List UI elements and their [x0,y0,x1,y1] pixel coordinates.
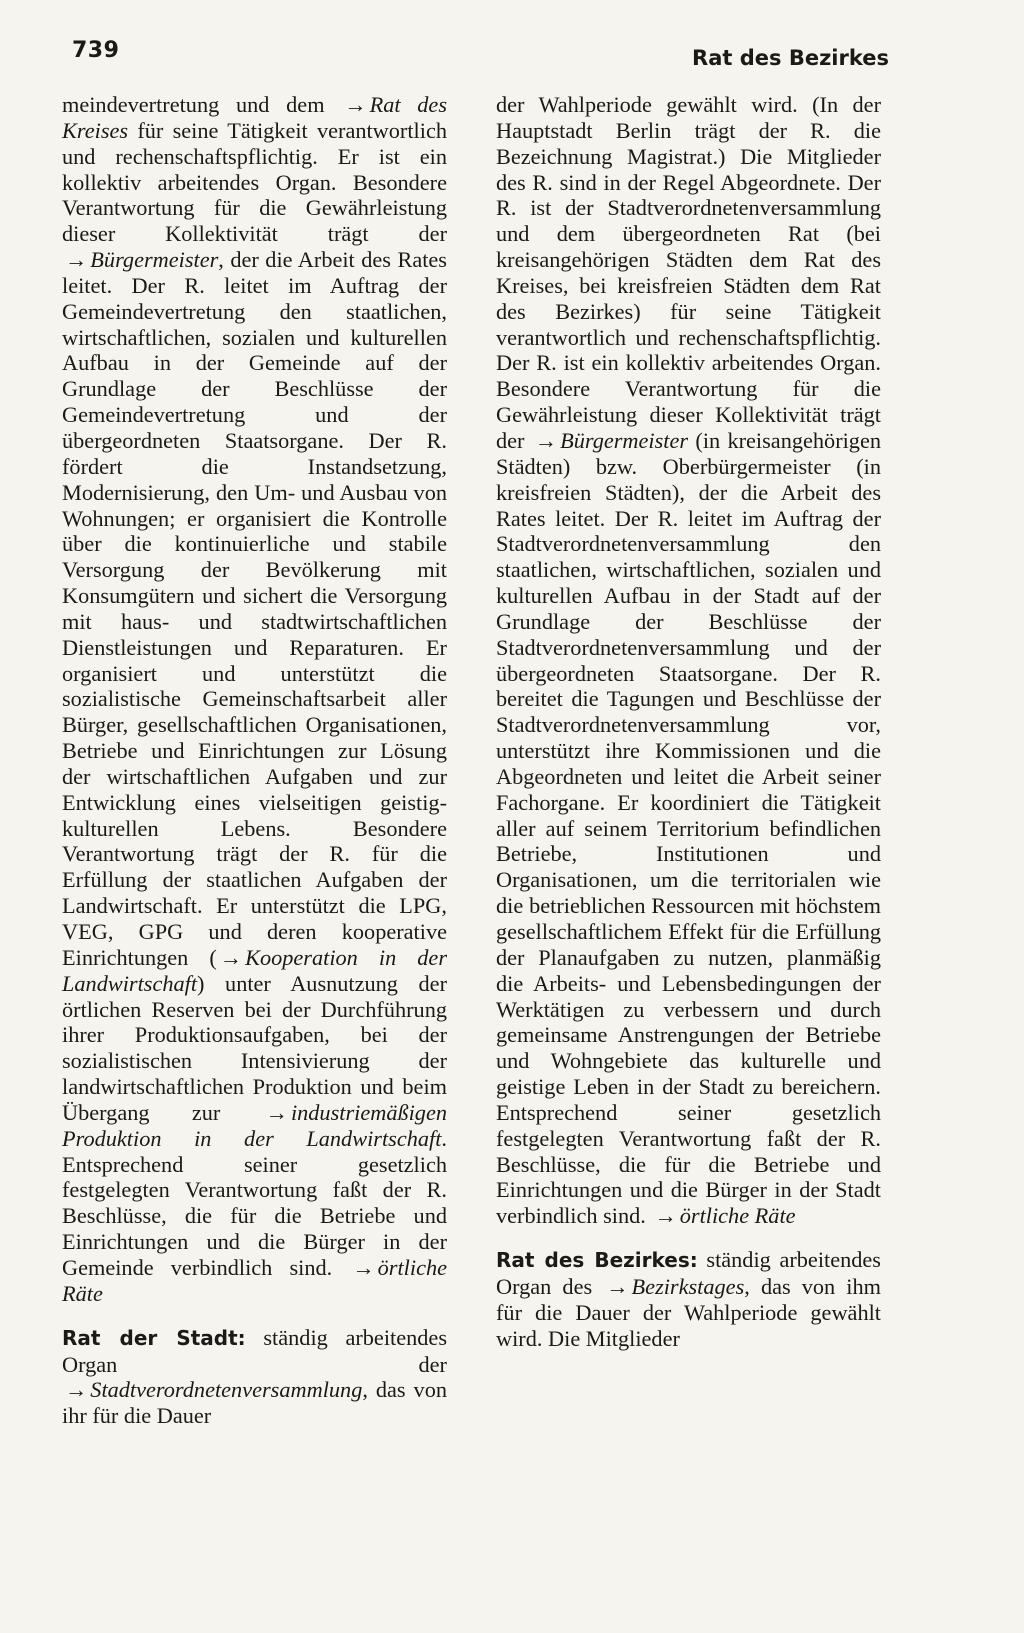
right-column [496,92,881,1352]
body-text: ständig arbeitendes Organ des [496,1247,881,1299]
cross-reference-arrow: → [65,1377,88,1403]
cross-reference-arrow: → [344,92,367,117]
entry-rat-des-bezirkes [496,1247,881,1351]
cross-reference-bezirkstag: Bezirkstages [631,1273,745,1299]
entry-continuation-rat-der-stadt [496,92,881,1229]
entry-rat-der-stadt [62,1325,447,1429]
cross-reference-arrow: → [265,1099,288,1125]
cross-reference-arrow: → [352,1254,375,1280]
cross-reference-arrow: → [534,427,558,453]
headword: Rat der Stadt: [62,1325,246,1350]
headword: Rat des Bezirkes: [496,1248,698,1273]
body-text: (in kreisangehörigen Städten) bzw. Oberbürgermeister (in kreisfreien Städten), der die Arbeit des Rates leitet. Der R. leitet im Auftrag der Stadtverordnetenversammlung den staatlichen, wirtschaftlichen, sozialen und kulturellen Aufbau in der Stadt auf der Grundlage der Beschlüsse der Stadtverordnetenversammlung und der übergeordneten Staatsorgane. Der R. bereitet die Tagungen und Beschlüsse der Stadtverordnetenversammlung vor, unterstützt ihre Kommissionen und die Abgeordneten und leitet die Arbeit seiner Fachorgane. Er koordiniert die Tätigkeit aller auf seinem Territorium befindlichen Betriebe, Institutionen und Organisationen, um die territorialen wie die betrieblichen Ressourcen mit höchstem gesellschaftlichem Effekt für die Erfüllung der Planaufgaben zu nutzen, planmäßig die Arbeits- und Lebensbedingungen der Werktätigen zu verbessern und durch gemeinsame Anstrengungen der Betriebe und Wohngebiete das kulturelle und geistige Leben in der Stadt zu bereichern. Entsprechend seiner gesetzlich festgelegten Verantwortung faßt der R. Beschlüsse, die für die Betriebe und Einrichtungen und die Bürger in der Stadt verbindlich sind. [496,427,882,1229]
cross-reference-arrow: → [654,1203,677,1229]
body-text: ) unter Ausnutzung der örtlichen Reserven bei der Durchführung ihrer Produktionsaufgaben, bei der sozialistischen Intensivierung der landwirtschaftlichen Produktion und beim Übergang zur [62,970,447,1125]
cross-reference-oertliche-raete: örtliche Räte [679,1203,796,1229]
body-text: , der die Arbeit des Rates leitet. Der R. leitet im Auftrag der Gemeindevertretung den staatlichen, wirtschaftlichen, sozialen und kulturellen Aufbau in der Gemeinde auf der Grundlage der Beschlüsse der Gemeindevertretung und der übergeordneten Staatsorgane. Der R. fördert die Instandsetzung, Modernisierung, den Um- und Ausbau von Wohnungen; er organisiert die Kontrolle über die kontinuierliche und stabile Versorgung der Bevölkerung mit Konsumgütern und sichert die Versorgung mit haus- und stadtwirtschaftlichen Dienstleistungen und Reparaturen. Er organisiert und unterstützt die sozialistische Gemeinschaftsarbeit aller Bürger, gesellschaftlichen Organisationen, Betriebe und Einrichtungen zur Lösung der wirtschaftlichen Aufgaben und zur Entwicklung eines vielseitigen geistig-kulturellen Lebens. Besondere Verantwortung trägt der R. für die Erfüllung der staatlichen Aufgaben der Landwirtschaft. Er unterstützt die LPG, VEG, GPG und deren kooperative Einrichtungen ( [62,247,447,970]
running-head: Rat des Bezirkes [692,46,889,70]
body-text: für seine Tätigkeit verantwortlich und rechenschaftspflichtig. Er ist ein kollektiv arbeitendes Organ. Besondere Verantwortung für die Gewährleistung dieser Kollektivität trägt der [62,117,447,247]
cross-reference-arrow: → [606,1273,629,1299]
cross-reference-arrow: → [219,944,243,970]
cross-reference-buergermeister: Bürgermeister [560,427,689,453]
page-number: 739 [72,38,120,63]
cross-reference-stadtverordnetenversammlung: Stadtverordnetenversammlung [90,1377,363,1403]
left-column [62,92,447,1429]
body-text: , das von ihr für die Dauer [62,1377,447,1429]
cross-reference-kooperation: Kooperation in der Landwirtschaft [62,944,447,996]
body-text: . Entsprechend seiner gesetzlich festgelegten Verantwortung faßt der R. Beschlüsse, die für die Betriebe und Einrichtungen und die Bürger in der Gemeinde verbindlich sind. [62,1125,447,1280]
cross-reference-arrow: → [65,247,88,273]
body-text: ständig arbeitendes Organ der [62,1324,447,1377]
body-text: der Wahlperiode gewählt wird. (In der Hauptstadt Berlin trägt der R. die Bezeichnung Magistrat.) Die Mitglieder des R. sind in der Regel Abgeordnete. Der R. ist der Stadtverordnetenversammlung und dem übergeordneten Rat (bei kreisangehörigen Städten dem Rat des Kreises, bei kreisfreien Städten dem Rat des Bezirkes) für seine Tätigkeit verantwortlich und rechenschaftspflichtig. Der R. ist ein kollektiv arbeitendes Organ. Besondere Verantwortung für die Gewährleistung dieser Kollektivität trägt der [496,92,881,453]
body-text: meindevertretung und dem [62,92,325,117]
body-text: , das von ihm für die Dauer der Wahlperiode gewählt wird. Die Mitglieder [496,1273,881,1351]
entry-continuation-rat-der-gemeinde [62,92,447,1307]
cross-reference-rat-des-kreises: Rat des Kreises [62,92,447,143]
cross-reference-oertliche-raete: örtliche Räte [62,1254,448,1306]
cross-reference-buergermeister: Bürgermeister [90,247,219,273]
cross-reference-industriemaessige-produktion: industriemäßigen Produktion in der Landwirtschaft [62,1099,448,1151]
